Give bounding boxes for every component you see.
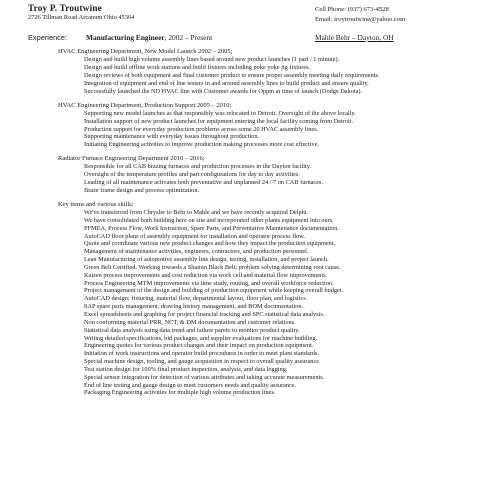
- section-heading: HVAC Engineering Department, New Model Launch 2002 – 2005;: [58, 48, 233, 55]
- list-item: We've transferred from Chrysler to Behr to Mahle and we have recently acquired Delphi.: [84, 209, 309, 216]
- list-item: Project management of the design and building of production equipment while keeping overall budget.: [84, 287, 344, 295]
- list-item: Process Engineering MTM improvements via time study, routing, and overall workforce reduction.: [84, 279, 334, 287]
- list-item: Integration of equipment and end of line testers in and around assembly lines to build product and ensure quality.: [84, 79, 369, 87]
- section-key-skills: [28, 201, 476, 398]
- list-item: End of line testing and gauge design to meet customers needs and quality assurance.: [84, 381, 297, 389]
- list-item: SAP spare parts management, drawing history management, and BOM documentation.: [84, 303, 304, 311]
- experience-label: Experience:: [28, 33, 68, 42]
- list-item: Leading of all maintenance activates both preventative and unplanned 24 / 7 on CAB furnaces.: [84, 179, 324, 187]
- list-item: Packaging Engineering activities for multiple high volume production lines.: [84, 389, 276, 397]
- job-title-line: [86, 33, 212, 42]
- section-heading: Key items and various skills;: [58, 200, 134, 208]
- section-items: [28, 163, 476, 194]
- list-item: Oversight of the temperature profiles and part configurations for day to day activities.: [84, 171, 300, 179]
- list-item: PFMEA, Process Flow, Work Instruction, Spare Parts, and Preventative Maintenance documentation.: [84, 224, 339, 232]
- list-item: Supporting new model launches as that responsibly was relocated to Detroit. Oversight of the above locally.: [84, 109, 356, 117]
- section-items: [28, 209, 476, 397]
- list-item: Special sensor integration for detection of various attributes and taking accurate measurements.: [84, 373, 325, 381]
- section-hvac-new-model: [28, 48, 476, 96]
- list-item: AutoCAD design; fixturing, material flow, departmental layout, floor plan, and logistics.: [84, 295, 308, 303]
- list-item: Design and build offline work stations and build fixtures including poke yoke jig fixtures.: [84, 64, 311, 72]
- list-item: Writing detailed specifications, bid packages, and supplier evaluations for machine building.: [84, 334, 318, 342]
- resume-header: [28, 3, 476, 31]
- list-item: Design reviews of both equipment and final customer product to ensure proper assembly meeting daily requirements.: [84, 71, 380, 79]
- list-item: Quote and coordinate various new product changes and how they impact the production equipment.: [84, 240, 336, 248]
- employer: Mahle Behr – Dayton, OH: [315, 33, 394, 42]
- list-item: Production support for everyday production problems across some 20 HVAC assembly lines.: [84, 125, 319, 133]
- list-item: Installation support of new product launches for equipment entering the local facility coming from Detroit.: [84, 117, 354, 125]
- list-item: Successfully launched the ND HVAC line with Customer awards for Oppm at time of launch (Dodge Dakota).: [84, 87, 363, 95]
- list-item: Special machine design, tooling, and gauge acquisition in respect to overall quality assurance.: [84, 358, 321, 366]
- list-item: Statistical data analysis using data trend and failure pareto to monitor product quality.: [84, 326, 300, 334]
- list-item: Management of maintenance activities, engineers, contractors, and production personnel.: [84, 248, 309, 256]
- list-item: Green Belt Certified. Working towards a Shamin Black Belt; problem solving determining root cause.: [84, 263, 341, 271]
- candidate-email: Email: troytroutwine@yahoo.com: [315, 16, 406, 23]
- section-heading: HVAC Engineering Department, Production Support 2005 – 2010;: [58, 101, 232, 109]
- list-item: Supporting maintenance with everyday issues throughout production.: [84, 133, 260, 141]
- list-item: Initiation of work instructions and operator build procedures in order to meet plant standards.: [84, 350, 320, 358]
- section-heading: Radiator Furnace Engineering Department 2010 – 2016;: [58, 155, 205, 163]
- list-item: Design and build high volume assembly lines based around new product launches (1 part / 1 minute).: [84, 56, 340, 64]
- section-items: [28, 56, 476, 95]
- list-item: Excel spreadsheets and graphing for project financial tracking and SPC statistical data analysis.: [84, 310, 325, 318]
- job-period: , 2002 – Present: [164, 33, 213, 42]
- candidate-address: 2726 Tillman Road Arcanum Ohio 45304: [28, 14, 135, 21]
- list-item: Responsible for all CAB brazing furnaces and production processes in the Dayton facility.: [84, 163, 312, 171]
- list-item: Braze frame design and process optimization.: [84, 186, 200, 194]
- list-item: Non conforming material PRR, NCT, & DM documentation and customer relations.: [84, 318, 296, 326]
- section-items: [28, 110, 476, 149]
- list-item: We have consolidated both building here on site and incorporated other plants equipment into ours.: [84, 216, 334, 224]
- list-item: Engineering quotes for various product changes and their impact on production equipment.: [84, 342, 314, 350]
- list-item: Lean Manufacturing of automotive assembly line design, testing, installation, and project launch.: [84, 256, 329, 264]
- candidate-phone: Cell Phone: (937) 673-4528: [315, 6, 389, 13]
- section-radiator-furnace: [28, 155, 476, 195]
- list-item: Kaizen process improvements and cost reduction via work cell and material flow improvements.: [84, 271, 328, 279]
- list-item: AutoCAD floor plans of assembly equipment for installation and operator process flow.: [84, 232, 305, 240]
- section-hvac-production-support: [28, 102, 476, 150]
- list-item: Initiating Engineering activities to improve production making processes more cost effective.: [84, 141, 320, 149]
- job-role: Manufacturing Engineer: [86, 33, 165, 42]
- candidate-name: Troy P. Troutwine: [28, 3, 102, 13]
- list-item: Test station design for 100% final product inspection, analysis, and data logging.: [84, 365, 288, 373]
- experience-row: [28, 33, 476, 44]
